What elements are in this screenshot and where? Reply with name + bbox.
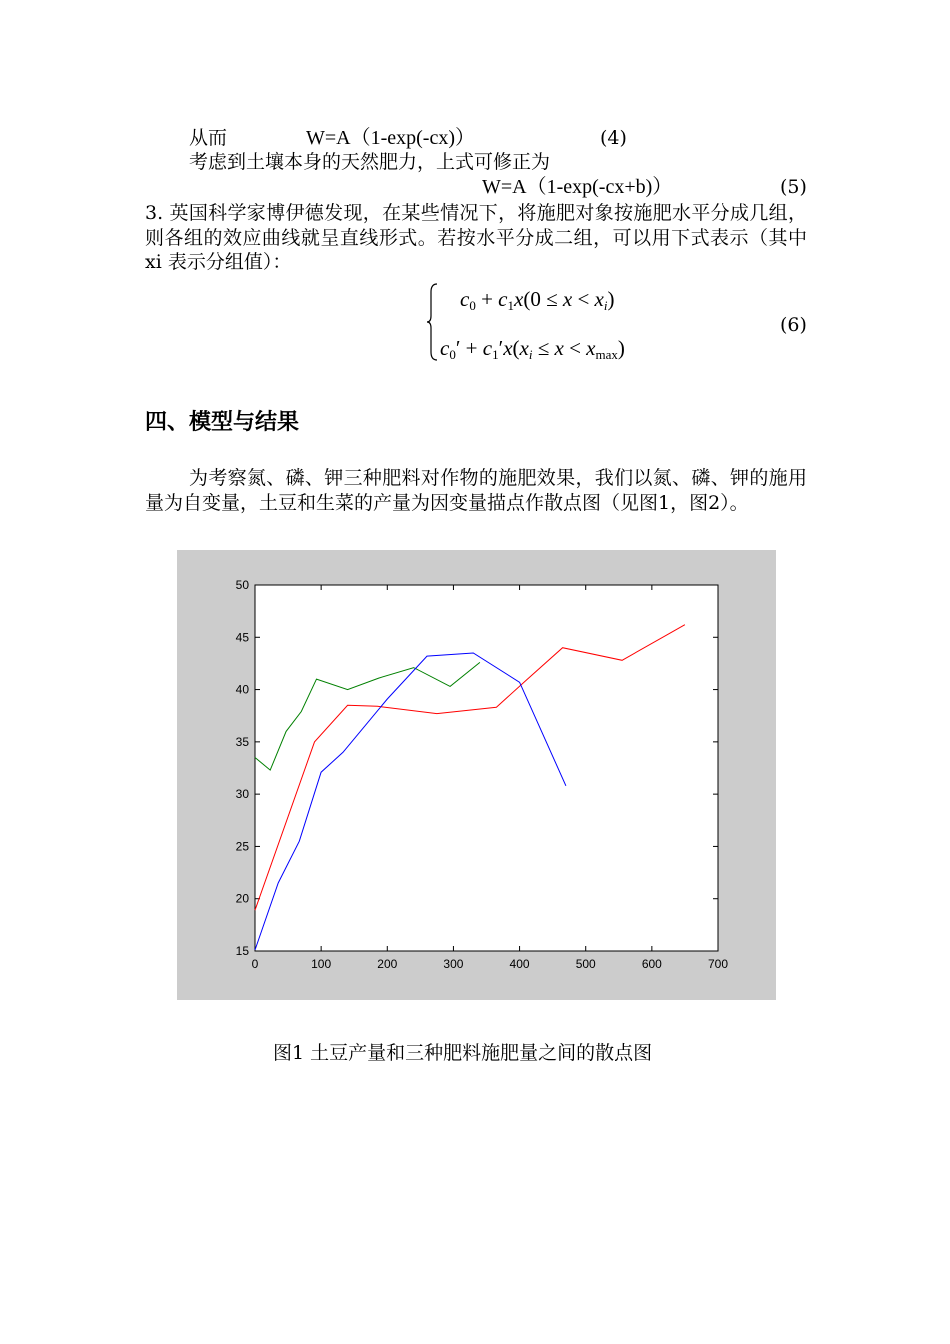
eq4-lead: 从而 — [189, 127, 228, 149]
x-tick-label: 100 — [311, 957, 332, 971]
x-tick-label: 300 — [443, 957, 464, 971]
eq6-number: (6) — [780, 314, 807, 336]
y-tick-label: 15 — [235, 944, 249, 958]
x-tick-label: 700 — [707, 957, 729, 971]
figure-caption: 图1 土豆产量和三种肥料施肥量之间的散点图 — [273, 1042, 653, 1064]
x-tick-label: 200 — [377, 957, 398, 971]
paragraph-3: 3. 英国科学家博伊德发现，在某些情况下，将施肥对象按施肥水平分成几组，则各组的效应曲线就呈直线形式。若按水平分成二组，可以用下式表示（其中 xi 表示分组值）： — [145, 202, 807, 273]
eq4-formula: W=A（1-exp(-cx)） — [306, 127, 475, 149]
y-tick-label: 50 — [235, 578, 249, 592]
y-tick-label: 40 — [235, 682, 249, 697]
y-tick-label: 30 — [235, 787, 249, 802]
section-title: 四、模型与结果 — [145, 410, 300, 435]
eq6-case-1: c0 + c1x(0 ≤ x < xi) — [460, 287, 615, 313]
figure-1 — [177, 550, 776, 1000]
x-tick-label: 600 — [641, 957, 662, 971]
intro-paragraph: 为考察氮、磷、钾三种肥料对作物的施肥效果，我们以氮、磷、钾的施用量为自变量，土豆和生菜的产量为因变量描点作散点图（见图1，图2）。 — [145, 467, 807, 514]
eq4-number: (4) — [600, 127, 627, 149]
y-tick-label: 25 — [235, 839, 249, 854]
x-tick-label: 400 — [509, 957, 530, 971]
chart-svg — [177, 550, 776, 1000]
correction-line: 考虑到土壤本身的天然肥力，上式可修正为 — [189, 151, 551, 173]
eq5-number: (5) — [780, 176, 807, 198]
y-tick-label: 45 — [235, 630, 249, 645]
x-tick-label: 500 — [575, 957, 596, 971]
eq6-case-2: c0′ + c1′x(xi ≤ x < xmax) — [440, 336, 625, 362]
y-tick-label: 35 — [235, 734, 249, 749]
eq5-formula: W=A（1-exp(-cx+b)） — [482, 176, 673, 198]
plot-area — [255, 585, 718, 951]
eq6-brace — [425, 282, 439, 366]
y-tick-label: 20 — [235, 891, 249, 906]
x-tick-label: 0 — [251, 957, 259, 971]
